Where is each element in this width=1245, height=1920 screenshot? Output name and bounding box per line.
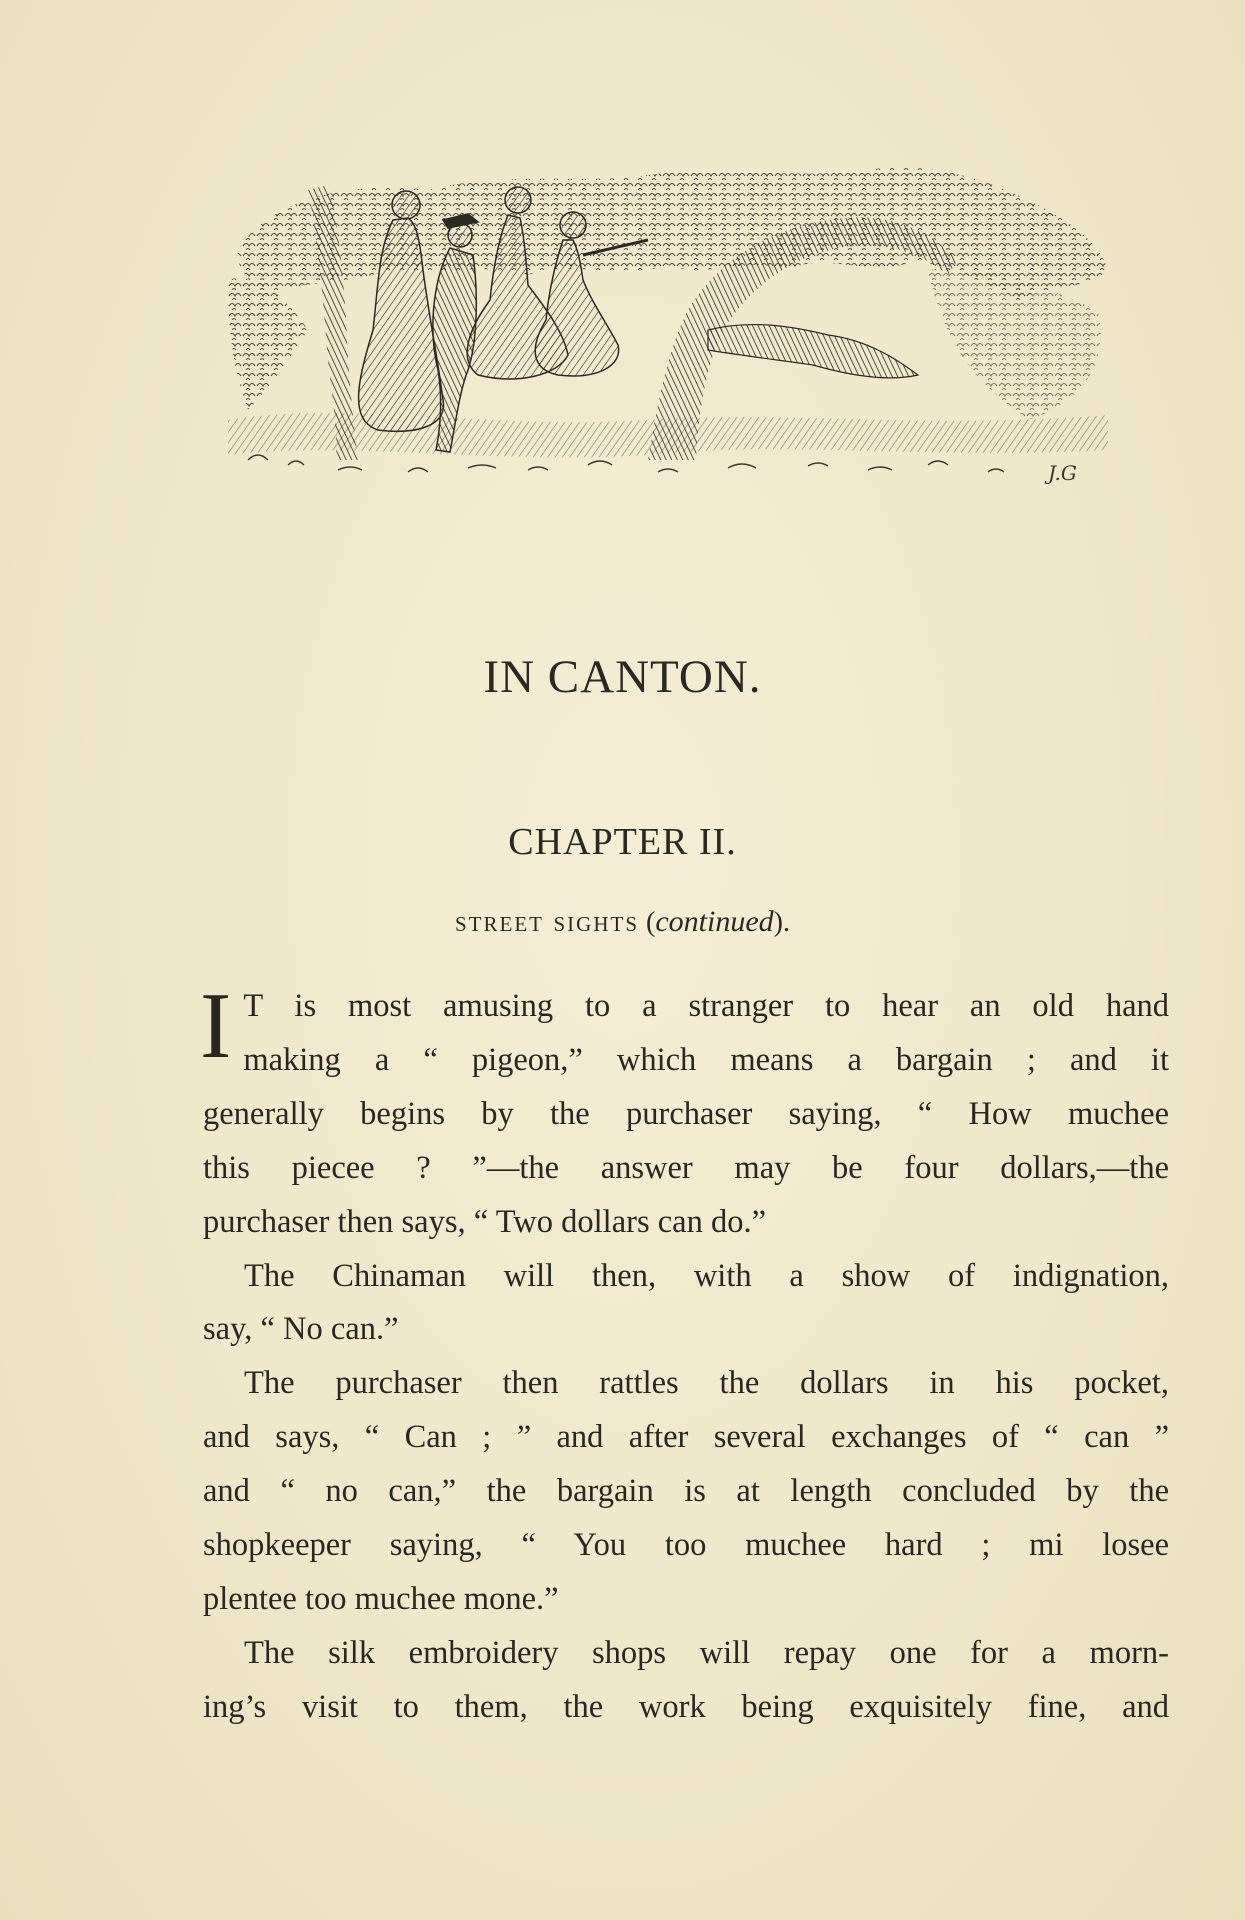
- paragraph-4: [203, 1627, 1169, 1735]
- chapter-subtitle: [0, 905, 1245, 939]
- grass-strokes: [248, 455, 1004, 472]
- body-text: [200, 974, 1169, 1735]
- illustrator-signature: J.G: [1048, 461, 1077, 485]
- headpiece-illustration: [228, 160, 1118, 490]
- paragraph-2: [203, 1250, 1169, 1358]
- paragraph-3: [203, 1357, 1169, 1627]
- subtitle-italic: continued: [655, 905, 774, 938]
- text-line: ing’s visit to them, the work being exquisitely fine, and: [203, 1688, 1169, 1725]
- text-line: purchaser then says, “ Two dollars can do.”: [203, 1203, 766, 1240]
- subtitle-small-caps: street sights: [455, 905, 640, 938]
- text-line: and “ no can,” the bargain is at length concluded by the: [203, 1473, 1169, 1510]
- paragraph-1: [200, 974, 1169, 1250]
- book-title: IN CANTON.: [483, 651, 762, 703]
- reclining-figure: [708, 325, 918, 378]
- text-line: say, “ No can.”: [203, 1311, 399, 1348]
- text-line: The Chinaman will then, with a show of indignation,: [244, 1257, 1169, 1294]
- text-line: and says, “ Can ; ” and after several exchanges of “ can ”: [203, 1419, 1169, 1456]
- text-line: making a “ pigeon,” which means a bargain ; and it: [243, 1041, 1169, 1078]
- text-line: shopkeeper saying, “ You too muchee hard ; mi losee: [203, 1527, 1169, 1564]
- text-line: generally begins by the purchaser saying, “ How muchee: [203, 1095, 1169, 1132]
- text-line: The silk embroidery shops will repay one for a morn-: [244, 1634, 1169, 1671]
- text-line: plentee too muchee mone.”: [203, 1580, 559, 1617]
- ground: [228, 413, 1108, 457]
- chapter-title: CHAPTER II.: [508, 821, 737, 863]
- text-line: this piecee ? ”—the answer may be four dollars,—the: [203, 1149, 1169, 1186]
- text-line: The purchaser then rattles the dollars in his pocket,: [244, 1365, 1169, 1402]
- subtitle-close-paren: ).: [773, 907, 790, 938]
- drop-cap: I: [200, 974, 232, 1078]
- text-line: T is most amusing to a stranger to hear an old hand: [243, 988, 1169, 1024]
- subtitle-open-paren: (: [646, 907, 656, 938]
